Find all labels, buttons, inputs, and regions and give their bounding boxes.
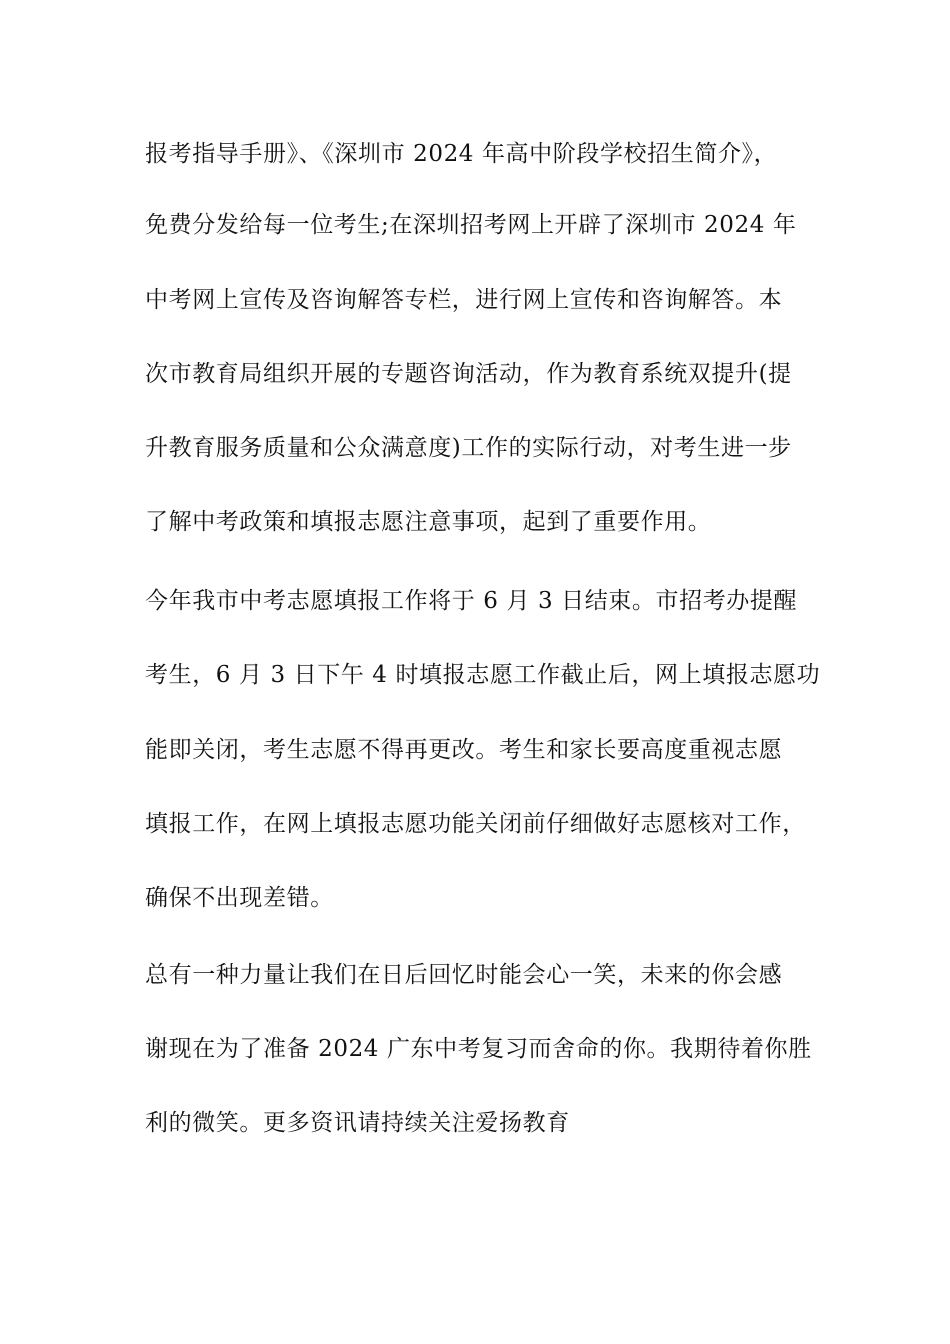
paragraph-2-line-1: 今年我市中考志愿填报工作将于 6 月 3 日结束。市招考办提醒 (145, 588, 798, 614)
paragraph-2-line-4: 填报工作，在网上填报志愿功能关闭前仔细做好志愿核对工作， (145, 811, 806, 837)
paragraph-1-line-2: 免费分发给每一位考生;在深圳招考网上开辟了深圳市 2024 年 (145, 212, 797, 238)
paragraph-3-line-3: 利的微笑。更多资讯请持续关注爱扬教育 (145, 1110, 570, 1136)
paragraph-1-line-3: 中考网上宣传及咨询解答专栏，进行网上宣传和咨询解答。本 (145, 287, 783, 313)
paragraph-3-line-1: 总有一种力量让我们在日后回忆时能会心一笑，未来的你会感 (145, 962, 783, 988)
paragraph-1-line-6: 了解中考政策和填报志愿注意事项，起到了重要作用。 (145, 509, 712, 535)
paragraph-1-line-1: 报考指导手册》、《深圳市 2024 年高中阶段学校招生简介》， (145, 141, 778, 167)
paragraph-2-line-2: 考生，6 月 3 日下午 4 时填报志愿工作截止后，网上填报志愿功 (145, 662, 821, 688)
paragraph-1-line-5: 升教育服务质量和公众满意度)工作的实际行动，对考生进一步 (145, 435, 792, 461)
paragraph-3-line-2: 谢现在为了准备 2024 广东中考复习而舍命的你。我期待着你胜 (145, 1036, 812, 1062)
paragraph-2-line-5: 确保不出现差错。 (145, 885, 334, 911)
paragraph-2-line-3: 能即关闭，考生志愿不得再更改。考生和家长要高度重视志愿 (145, 737, 783, 763)
paragraph-1-line-4: 次市教育局组织开展的专题咨询活动，作为教育系统双提升(提 (145, 361, 792, 387)
